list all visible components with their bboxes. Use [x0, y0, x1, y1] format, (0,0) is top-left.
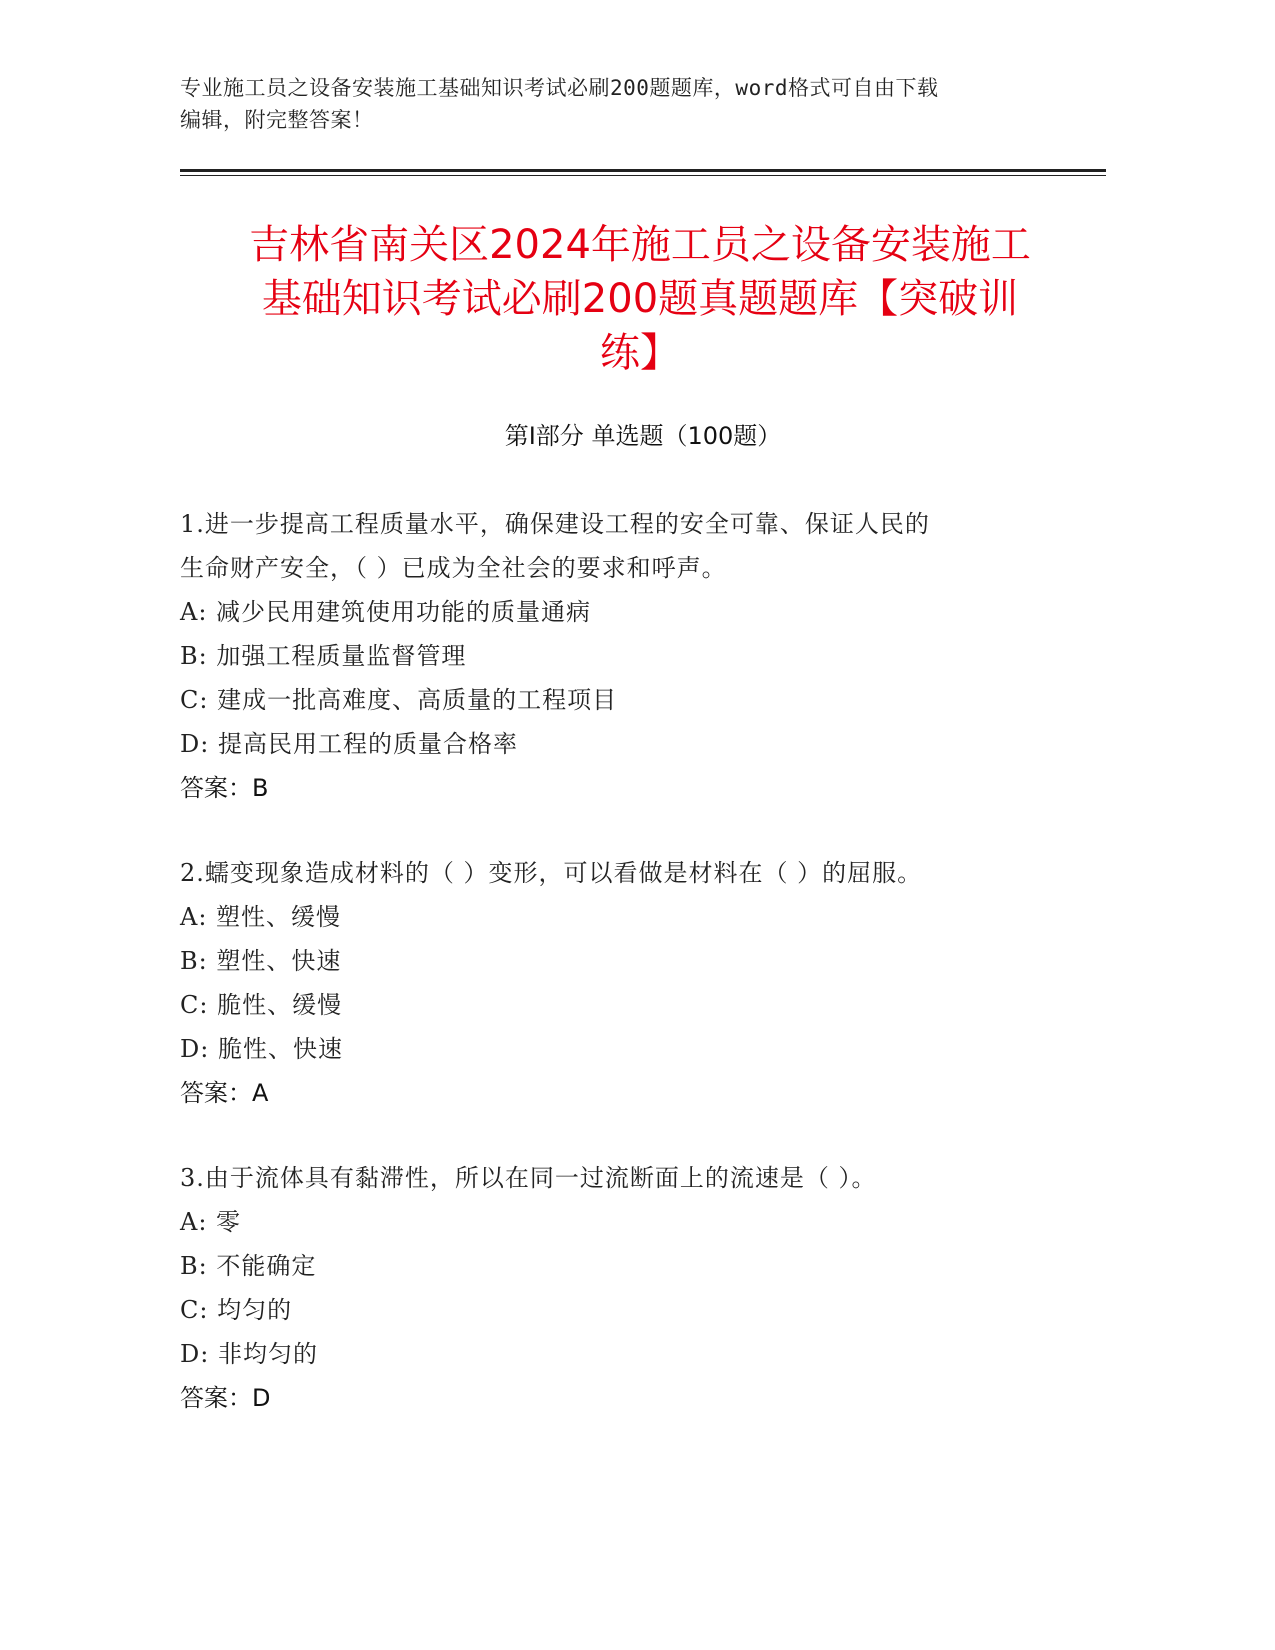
- question-3-option-d: D: 非均匀的: [180, 1340, 318, 1368]
- question-1-option-a: A: 减少民用建筑使用功能的质量通病: [180, 598, 592, 626]
- question-1: [180, 502, 1060, 810]
- section-title: 第Ⅰ部分 单选题（100题）: [504, 422, 782, 450]
- question-2-stem-line-1: 2.蠕变现象造成材料的（ ）变形，可以看做是材料在（ ）的屈服。: [180, 859, 923, 887]
- header-note-line-2: 编辑，附完整答案！: [180, 108, 374, 132]
- question-1-stem-line-1: 1.进一步提高工程质量水平，确保建设工程的安全可靠、保证人民的: [180, 510, 930, 538]
- header-divider-thick: [180, 169, 1106, 172]
- question-1-answer: 答案：B: [180, 774, 269, 802]
- header-note-line-1: 专业施工员之设备安装施工基础知识考试必刷200题题库，word格式可自由下载: [180, 76, 939, 100]
- question-1-stem-line-2: 生命财产安全，（ ）已成为全社会的要求和呼声。: [180, 554, 727, 582]
- question-3-stem-line-1: 3.由于流体具有黏滞性，所以在同一过流断面上的流速是（ ）。: [180, 1164, 877, 1192]
- question-3-option-b: B: 不能确定: [180, 1252, 317, 1280]
- question-1-option-d: D: 提高民用工程的质量合格率: [180, 730, 518, 758]
- question-2-option-c: C: 脆性、缓慢: [180, 991, 343, 1019]
- question-3-answer: 答案：D: [180, 1384, 271, 1412]
- question-3-option-c: C: 均匀的: [180, 1296, 293, 1324]
- question-2-option-a: A: 塑性、缓慢: [180, 903, 342, 931]
- document-title-line-3: 练】: [600, 330, 680, 376]
- document-title: [160, 218, 1120, 380]
- document-title-line-2: 基础知识考试必刷200题真题题库【突破训: [261, 276, 1019, 322]
- question-1-option-b: B: 加强工程质量监督管理: [180, 642, 467, 670]
- question-2-answer: 答案：A: [180, 1079, 269, 1107]
- question-2-option-d: D: 脆性、快速: [180, 1035, 343, 1063]
- question-2: [180, 851, 1060, 1115]
- header-divider-thin: [180, 175, 1106, 176]
- question-3-option-a: A: 零: [180, 1208, 242, 1236]
- question-3: [180, 1156, 1060, 1420]
- question-1-option-c: C: 建成一批高难度、高质量的工程项目: [180, 686, 618, 714]
- question-2-option-b: B: 塑性、快速: [180, 947, 342, 975]
- document-title-line-1: 吉林省南关区2024年施工员之设备安装施工: [249, 222, 1031, 268]
- header-note: [180, 72, 1040, 136]
